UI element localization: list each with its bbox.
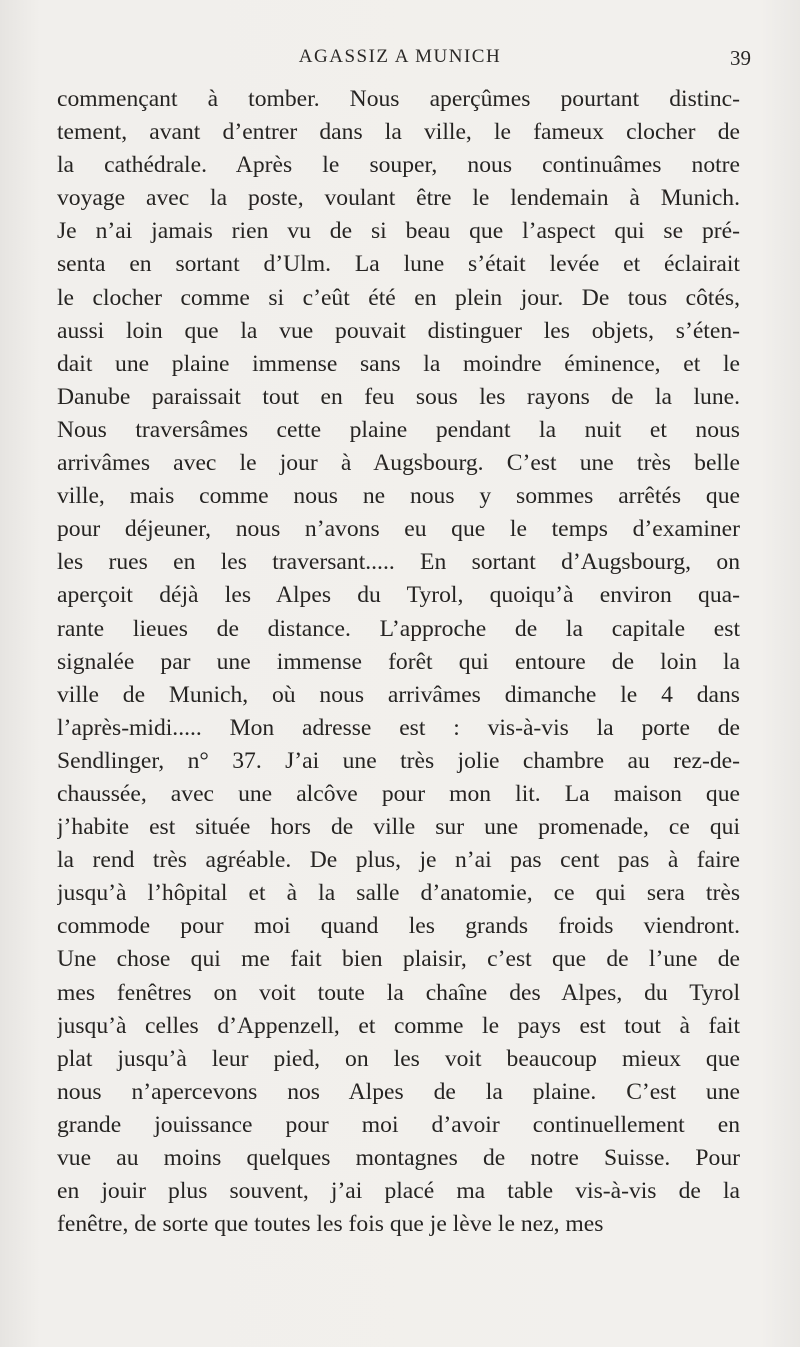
body-text [57,83,740,1241]
text-line: l’après-midi..... Mon adresse est : vis-à-vis la porte de [57,714,740,741]
text-line: pour déjeuner, nous n’avons eu que le temps d’examiner [57,516,740,543]
text-line: arrivâmes avec le jour à Augsbourg. C’est une très belle [57,450,740,477]
text-line: tement, avant d’entrer dans la ville, le fameux clocher de [57,119,740,146]
text-line: Danube paraissait tout en feu sous les rayons de la lune. [57,383,740,410]
text-line: dait une plaine immense sans la moindre éminence, et le [57,350,740,377]
text-line: commençant à tomber. Nous aperçûmes pourtant distinc- [57,86,740,112]
text-line: le clocher comme si c’eût été en plein jour. De tous côtés, [57,284,740,311]
text-line: j’habite est située hors de ville sur une promenade, ce qui [57,814,740,841]
text-line: les rues en les traversant..... En sortant d’Augsbourg, on [57,549,740,576]
text-line: jusqu’à celles d’Appenzell, et comme le pays est tout à fait [57,1012,740,1039]
text-line: mes fenêtres on voit toute la chaîne des Alpes, du Tyrol [57,979,740,1006]
text-line: aperçoit déjà les Alpes du Tyrol, quoiqu’à environ qua- [57,582,740,609]
text-line: Une chose qui me fait bien plaisir, c’est que de l’une de [57,946,740,973]
text-line: commode pour moi quand les grands froids viendront. [57,913,740,940]
text-line: aussi loin que la vue pouvait distinguer les objets, s’éten- [57,317,740,344]
text-line: vue au moins quelques montagnes de notre Suisse. Pour [57,1145,740,1171]
text-line: rante lieues de distance. L’approche de la capitale est [57,615,740,642]
running-head: AGASSIZ A MUNICH [298,46,502,67]
text-line: ville de Munich, où nous arrivâmes dimanche le 4 dans [57,681,740,708]
text-line: la cathédrale. Après le souper, nous continuâmes notre [57,152,740,179]
text-line: grande jouissance pour moi d’avoir continuellement en [57,1111,740,1138]
text-line: jusqu’à l’hôpital et à la salle d’anatomie, ce qui sera très [57,880,740,907]
text-line: voyage avec la poste, voulant être le lendemain à Munich. [57,185,740,212]
text-line: fenêtre, de sorte que toutes les fois que je lève le nez, mes [57,1211,604,1238]
text-line: signalée par une immense forêt qui entoure de loin la [57,648,740,675]
text-line: plat jusqu’à leur pied, on les voit beaucoup mieux que [57,1045,740,1072]
page-number: 39 [730,46,751,70]
text-line: Je n’ai jamais rien vu de si beau que l’aspect qui se pré- [57,218,740,245]
text-line: en jouir plus souvent, j’ai placé ma table vis-à-vis de la [57,1178,740,1205]
text-line: senta en sortant d’Ulm. La lune s’était levée et éclairait [57,251,740,278]
text-line: Sendlinger, n° 37. J’ai une très jolie chambre au rez-de- [57,747,740,774]
text-line: ville, mais comme nous ne nous y sommes arrêtés que [57,483,740,510]
text-line: chaussée, avec une alcôve pour mon lit. La maison que [57,780,740,807]
text-line: nous n’apercevons nos Alpes de la plaine. C’est une [57,1078,740,1105]
text-line: la rend très agréable. De plus, je n’ai pas cent pas à faire [57,847,740,874]
page-header [0,46,800,76]
text-line: Nous traversâmes cette plaine pendant la nuit et nous [57,416,740,443]
